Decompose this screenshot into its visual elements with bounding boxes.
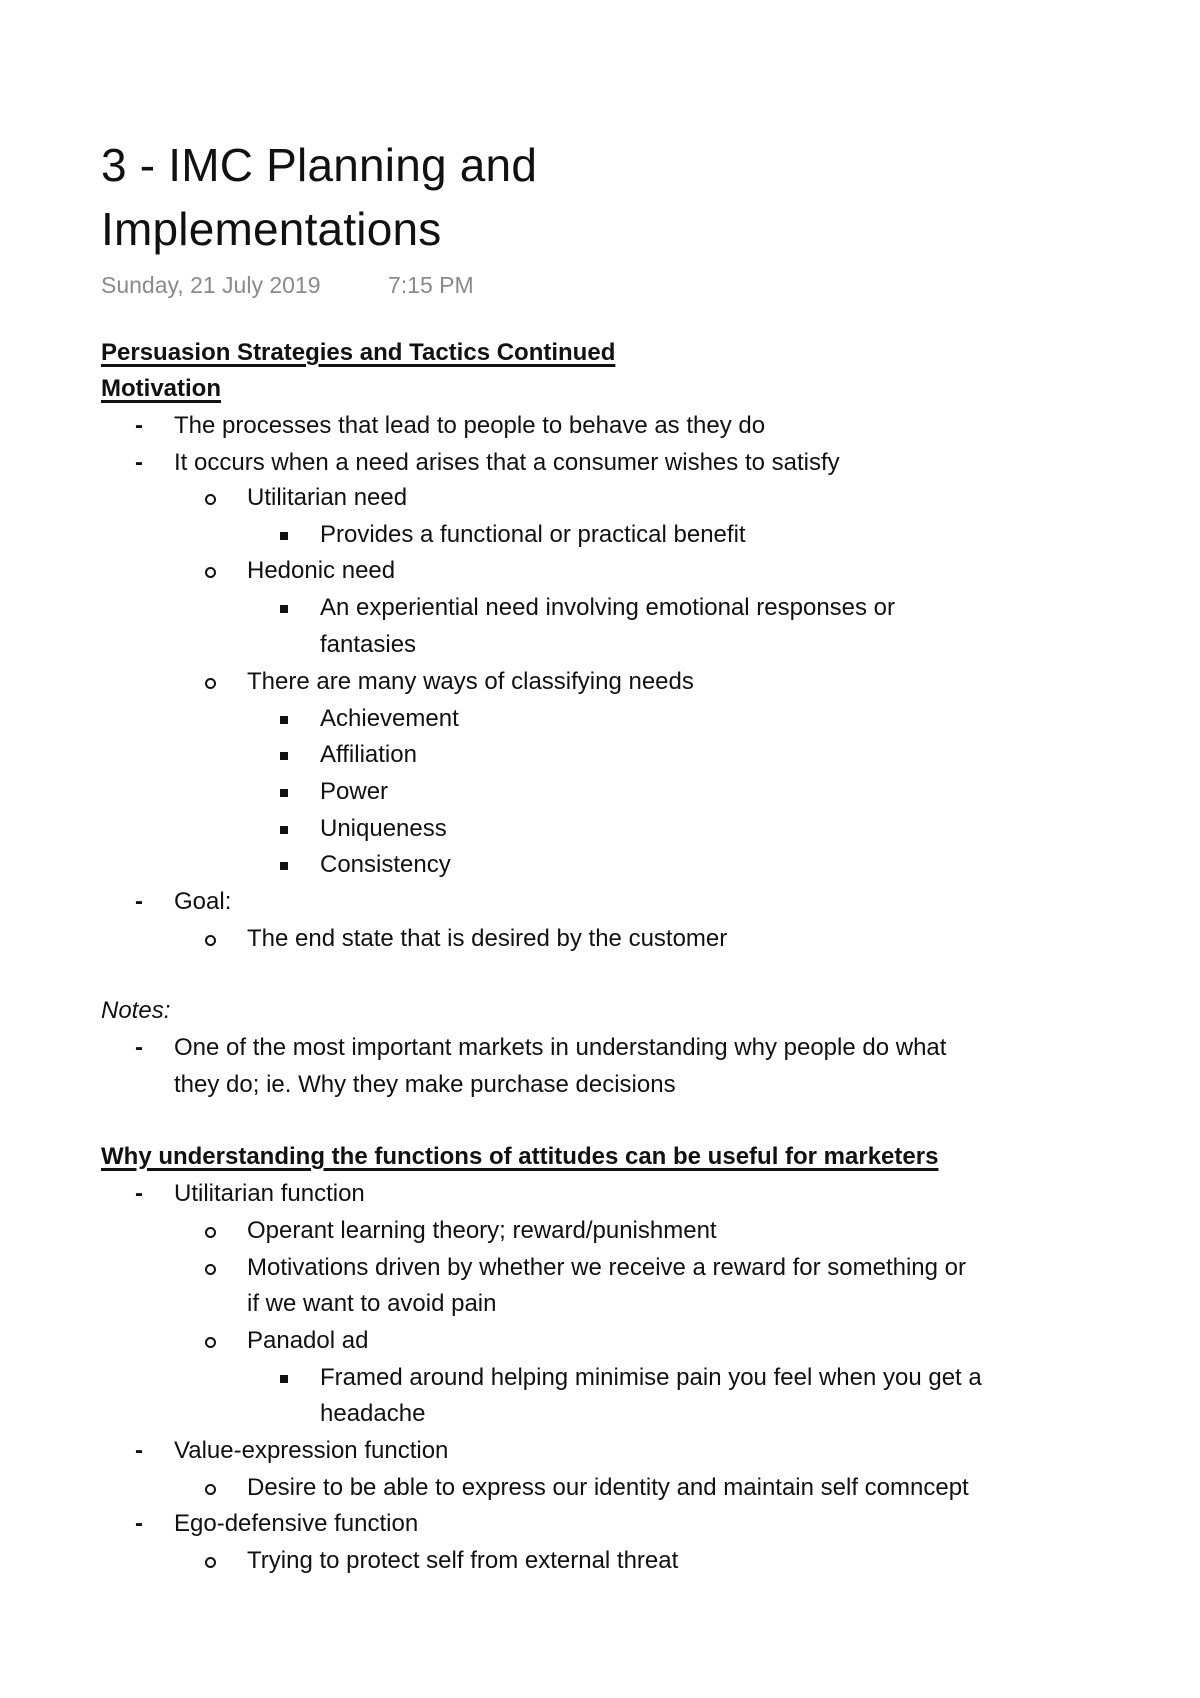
list-item: Trying to protect self from external threat	[247, 1547, 679, 1574]
list-item: Affiliation	[320, 741, 417, 768]
heading-attitudes: Why understanding the functions of attitudes can be useful for marketers	[101, 1143, 939, 1170]
dash-bullet: -	[135, 412, 143, 439]
list-item: Panadol ad	[247, 1327, 369, 1354]
list-item-continuation: if we want to avoid pain	[247, 1290, 497, 1317]
dash-bullet: -	[135, 1180, 143, 1207]
heading-motivation: Motivation	[101, 375, 221, 402]
dash-bullet: -	[135, 1437, 143, 1464]
circle-bullet	[205, 567, 216, 578]
list-item: Provides a functional or practical benefit	[320, 521, 746, 548]
list-item: Ego-defensive function	[174, 1510, 419, 1537]
circle-bullet	[205, 678, 216, 689]
list-item: Operant learning theory; reward/punishment	[247, 1217, 717, 1244]
list-item: Utilitarian function	[174, 1180, 365, 1207]
circle-bullet	[205, 1337, 216, 1348]
dash-bullet: -	[135, 1034, 143, 1061]
note-time: 7:15 PM	[388, 272, 474, 298]
list-item: There are many ways of classifying needs	[247, 668, 694, 695]
list-item: The end state that is desired by the customer	[247, 925, 728, 952]
circle-bullet	[205, 935, 216, 946]
note-date: Sunday, 21 July 2019	[101, 272, 321, 298]
title-line-1: 3 - IMC Planning and	[101, 139, 538, 191]
heading-persuasion: Persuasion Strategies and Tactics Continued	[101, 339, 616, 366]
square-bullet	[280, 862, 288, 870]
dash-bullet: -	[135, 449, 143, 476]
circle-bullet	[205, 1557, 216, 1568]
list-item: Value-expression function	[174, 1437, 449, 1464]
square-bullet	[280, 752, 288, 760]
list-item: It occurs when a need arises that a consumer wishes to satisfy	[174, 449, 840, 476]
date-time-line	[101, 272, 474, 299]
circle-bullet	[205, 1227, 216, 1238]
square-bullet	[280, 532, 288, 540]
circle-bullet	[205, 1484, 216, 1495]
title-line-2: Implementations	[101, 203, 442, 255]
list-item-continuation: headache	[320, 1400, 426, 1427]
list-item: Utilitarian need	[247, 484, 408, 511]
dash-bullet: -	[135, 1510, 143, 1537]
list-item: Consistency	[320, 851, 451, 878]
notes-label: Notes:	[101, 997, 171, 1024]
square-bullet	[280, 605, 288, 613]
list-item-continuation: they do; ie. Why they make purchase decisions	[174, 1071, 676, 1098]
page-title	[101, 133, 537, 261]
list-item-continuation: fantasies	[320, 631, 417, 658]
square-bullet	[280, 1375, 288, 1383]
list-item: Framed around helping minimise pain you feel when you get a	[320, 1364, 982, 1391]
list-item: An experiential need involving emotional responses or	[320, 594, 896, 621]
list-item: Power	[320, 778, 389, 805]
square-bullet	[280, 716, 288, 724]
list-item: Goal:	[174, 888, 232, 915]
square-bullet	[280, 826, 288, 834]
list-item: Hedonic need	[247, 557, 396, 584]
square-bullet	[280, 789, 288, 797]
list-item: One of the most important markets in understanding why people do what	[174, 1034, 947, 1061]
list-item: Motivations driven by whether we receive a reward for something or	[247, 1254, 966, 1281]
list-item: Achievement	[320, 705, 459, 732]
list-item: The processes that lead to people to behave as they do	[174, 412, 766, 439]
circle-bullet	[205, 494, 216, 505]
list-item: Desire to be able to express our identity and maintain self comncept	[247, 1474, 969, 1501]
list-item: Uniqueness	[320, 815, 447, 842]
circle-bullet	[205, 1264, 216, 1275]
dash-bullet: -	[135, 888, 143, 915]
